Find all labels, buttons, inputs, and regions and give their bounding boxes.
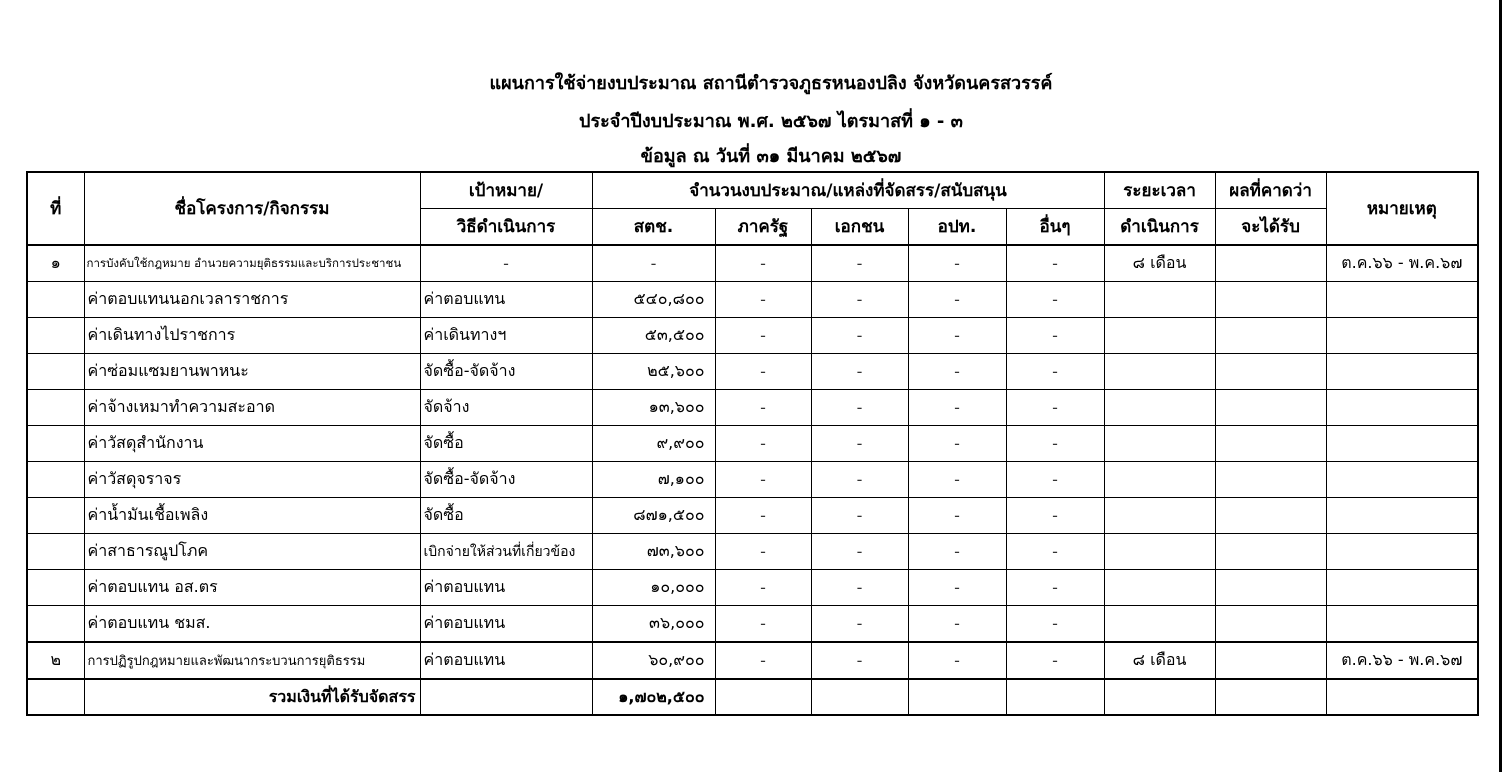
row-result bbox=[1215, 498, 1326, 534]
row-no bbox=[27, 498, 84, 534]
row-project: ค่าสาธารณูปโภค bbox=[84, 534, 420, 570]
col-header-target-line1: เป้าหมาย/ bbox=[420, 172, 592, 209]
total-empty-method bbox=[420, 679, 592, 715]
row-result bbox=[1215, 318, 1326, 354]
row-local: - bbox=[908, 534, 1006, 570]
row-gov: - bbox=[715, 642, 811, 679]
col-header-result-line2: จะได้รับ bbox=[1215, 209, 1326, 246]
row-gov: - bbox=[715, 318, 811, 354]
table-row bbox=[27, 354, 1478, 390]
row-result bbox=[1215, 642, 1326, 679]
row-result bbox=[1215, 390, 1326, 426]
row-local: - bbox=[908, 570, 1006, 606]
row-period bbox=[1104, 570, 1215, 606]
row-private: - bbox=[811, 570, 908, 606]
row-remark bbox=[1326, 282, 1478, 318]
row-other: - bbox=[1006, 462, 1104, 498]
row-other: - bbox=[1006, 426, 1104, 462]
row-period: ๘ เดือน bbox=[1104, 642, 1215, 679]
row-project: ค่าตอบแทน ชมส. bbox=[84, 606, 420, 643]
total-empty-local bbox=[908, 679, 1006, 715]
row-gov: - bbox=[715, 245, 811, 282]
row-result bbox=[1215, 354, 1326, 390]
row-no bbox=[27, 570, 84, 606]
row-local: - bbox=[908, 426, 1006, 462]
budget-table bbox=[26, 171, 1479, 716]
row-project: ค่าซ่อมแซมยานพาหนะ bbox=[84, 354, 420, 390]
row-stc: ๙,๙๐๐ bbox=[592, 426, 715, 462]
row-remark bbox=[1326, 462, 1478, 498]
col-header-target-line2: วิธีดำเนินการ bbox=[420, 209, 592, 246]
row-period bbox=[1104, 426, 1215, 462]
total-empty-result bbox=[1215, 679, 1326, 715]
table-row bbox=[27, 498, 1478, 534]
row-method: จัดซื้อ bbox=[420, 426, 592, 462]
row-other: - bbox=[1006, 570, 1104, 606]
row-result bbox=[1215, 606, 1326, 643]
total-empty-other bbox=[1006, 679, 1104, 715]
row-period bbox=[1104, 534, 1215, 570]
col-header-project: ชื่อโครงการ/กิจกรรม bbox=[84, 172, 420, 245]
row-no bbox=[27, 282, 84, 318]
row-gov: - bbox=[715, 462, 811, 498]
row-method: ค่าเดินทางฯ bbox=[420, 318, 592, 354]
row-other: - bbox=[1006, 282, 1104, 318]
row-private: - bbox=[811, 390, 908, 426]
col-header-remark: หมายเหตุ bbox=[1326, 172, 1478, 245]
row-method: - bbox=[420, 245, 592, 282]
row-method: จัดซื้อ bbox=[420, 498, 592, 534]
row-other: - bbox=[1006, 245, 1104, 282]
row-other: - bbox=[1006, 354, 1104, 390]
row-remark bbox=[1326, 534, 1478, 570]
col-header-no: ที่ bbox=[27, 172, 84, 245]
row-method: ค่าตอบแทน bbox=[420, 570, 592, 606]
row-no bbox=[27, 534, 84, 570]
row-private: - bbox=[811, 462, 908, 498]
row-no bbox=[27, 426, 84, 462]
row-method: จัดจ้าง bbox=[420, 390, 592, 426]
row-private: - bbox=[811, 498, 908, 534]
table-row bbox=[27, 390, 1478, 426]
row-no bbox=[27, 318, 84, 354]
row-project: การปฏิรูปกฎหมายและพัฒนากระบวนการยุติธรรม bbox=[84, 642, 420, 679]
row-project: ค่าเดินทางไปราชการ bbox=[84, 318, 420, 354]
row-remark: ต.ค.๖๖ - พ.ค.๖๗ bbox=[1326, 642, 1478, 679]
col-header-private: เอกชน bbox=[811, 209, 908, 246]
row-result bbox=[1215, 245, 1326, 282]
row-gov: - bbox=[715, 390, 811, 426]
row-stc: ๕๓,๕๐๐ bbox=[592, 318, 715, 354]
row-stc: ๗๓,๖๐๐ bbox=[592, 534, 715, 570]
row-local: - bbox=[908, 498, 1006, 534]
report-title: แผนการใช้จ่ายงบประมาณ สถานีตำรวจภูธรหนองปลิง จังหวัดนครสวรรค์ bbox=[489, 73, 1053, 94]
table-row bbox=[27, 534, 1478, 570]
table-row bbox=[27, 245, 1478, 282]
row-project: การบังคับใช้กฎหมาย อำนวยความยุติธรรมและบริการประชาชน bbox=[84, 245, 420, 282]
row-remark bbox=[1326, 390, 1478, 426]
row-other: - bbox=[1006, 606, 1104, 643]
row-gov: - bbox=[715, 426, 811, 462]
col-header-result-line1: ผลที่คาดว่า bbox=[1215, 172, 1326, 209]
row-gov: - bbox=[715, 606, 811, 643]
row-remark bbox=[1326, 570, 1478, 606]
col-header-period-line2: ดำเนินการ bbox=[1104, 209, 1215, 246]
row-local: - bbox=[908, 642, 1006, 679]
row-gov: - bbox=[715, 570, 811, 606]
row-other: - bbox=[1006, 390, 1104, 426]
row-project: ค่าวัสดุสำนักงาน bbox=[84, 426, 420, 462]
row-other: - bbox=[1006, 642, 1104, 679]
row-remark bbox=[1326, 318, 1478, 354]
row-no bbox=[27, 354, 84, 390]
total-empty-no bbox=[27, 679, 84, 715]
row-local: - bbox=[908, 354, 1006, 390]
row-gov: - bbox=[715, 354, 811, 390]
row-gov: - bbox=[715, 534, 811, 570]
total-stc: ๑,๗๐๒,๕๐๐ bbox=[592, 679, 715, 715]
total-label: รวมเงินที่ได้รับจัดสรร bbox=[84, 679, 420, 715]
row-project: ค่าวัสดุจราจร bbox=[84, 462, 420, 498]
row-method: เบิกจ่ายให้ส่วนที่เกี่ยวข้อง bbox=[420, 534, 592, 570]
row-project: ค่าน้ำมันเชื้อเพลิง bbox=[84, 498, 420, 534]
table-row bbox=[27, 426, 1478, 462]
row-gov: - bbox=[715, 498, 811, 534]
row-no bbox=[27, 606, 84, 643]
row-period bbox=[1104, 498, 1215, 534]
row-other: - bbox=[1006, 534, 1104, 570]
row-stc: ๑๐,๐๐๐ bbox=[592, 570, 715, 606]
row-local: - bbox=[908, 245, 1006, 282]
col-header-budget-group: จำนวนงบประมาณ/แหล่งที่จัดสรร/สนับสนุน bbox=[592, 172, 1104, 209]
row-no bbox=[27, 462, 84, 498]
row-period bbox=[1104, 354, 1215, 390]
row-remark bbox=[1326, 426, 1478, 462]
row-private: - bbox=[811, 426, 908, 462]
row-period bbox=[1104, 462, 1215, 498]
row-stc: ๒๕,๖๐๐ bbox=[592, 354, 715, 390]
row-method: ค่าตอบแทน bbox=[420, 606, 592, 643]
row-other: - bbox=[1006, 318, 1104, 354]
row-no bbox=[27, 390, 84, 426]
table-row bbox=[27, 570, 1478, 606]
row-period bbox=[1104, 606, 1215, 643]
row-local: - bbox=[908, 282, 1006, 318]
table-row bbox=[27, 318, 1478, 354]
row-result bbox=[1215, 570, 1326, 606]
row-private: - bbox=[811, 318, 908, 354]
total-row bbox=[27, 679, 1478, 715]
row-stc: ๑๓,๖๐๐ bbox=[592, 390, 715, 426]
row-private: - bbox=[811, 642, 908, 679]
row-project: ค่าจ้างเหมาทำความสะอาด bbox=[84, 390, 420, 426]
row-stc: ๕๔๐,๘๐๐ bbox=[592, 282, 715, 318]
row-period bbox=[1104, 390, 1215, 426]
row-private: - bbox=[811, 606, 908, 643]
row-remark bbox=[1326, 498, 1478, 534]
col-header-gov: ภาครัฐ bbox=[715, 209, 811, 246]
report-subtitle: ประจำปีงบประมาณ พ.ศ. ๒๕๖๗ ไตรมาสที่ ๑ - ๓ bbox=[579, 111, 963, 132]
row-local: - bbox=[908, 462, 1006, 498]
table-row bbox=[27, 282, 1478, 318]
row-stc: ๖๐,๙๐๐ bbox=[592, 642, 715, 679]
row-stc: ๓๖,๐๐๐ bbox=[592, 606, 715, 643]
total-empty-gov bbox=[715, 679, 811, 715]
row-result bbox=[1215, 282, 1326, 318]
row-private: - bbox=[811, 245, 908, 282]
row-remark: ต.ค.๖๖ - พ.ค.๖๗ bbox=[1326, 245, 1478, 282]
total-empty-private bbox=[811, 679, 908, 715]
table-row bbox=[27, 462, 1478, 498]
total-empty-remark bbox=[1326, 679, 1478, 715]
row-project: ค่าตอบแทนนอกเวลาราชการ bbox=[84, 282, 420, 318]
row-result bbox=[1215, 426, 1326, 462]
row-private: - bbox=[811, 354, 908, 390]
row-no: ๒ bbox=[27, 642, 84, 679]
row-method: ค่าตอบแทน bbox=[420, 642, 592, 679]
row-method: ค่าตอบแทน bbox=[420, 282, 592, 318]
table-row bbox=[27, 606, 1478, 643]
table-row bbox=[27, 642, 1478, 679]
row-stc: ๗,๑๐๐ bbox=[592, 462, 715, 498]
row-period bbox=[1104, 318, 1215, 354]
row-method: จัดซื้อ-จัดจ้าง bbox=[420, 354, 592, 390]
col-header-period-line1: ระยะเวลา bbox=[1104, 172, 1215, 209]
row-private: - bbox=[811, 282, 908, 318]
row-no: ๑ bbox=[27, 245, 84, 282]
row-local: - bbox=[908, 318, 1006, 354]
row-method: จัดซื้อ-จัดจ้าง bbox=[420, 462, 592, 498]
row-result bbox=[1215, 534, 1326, 570]
total-empty-period bbox=[1104, 679, 1215, 715]
row-other: - bbox=[1006, 498, 1104, 534]
row-result bbox=[1215, 462, 1326, 498]
row-stc: ๘๗๑,๕๐๐ bbox=[592, 498, 715, 534]
col-header-local: อปท. bbox=[908, 209, 1006, 246]
row-private: - bbox=[811, 534, 908, 570]
row-project: ค่าตอบแทน อส.ตร bbox=[84, 570, 420, 606]
row-remark bbox=[1326, 606, 1478, 643]
col-header-stc: สตช. bbox=[592, 209, 715, 246]
report-date: ข้อมูล ณ วันที่ ๓๑ มีนาคม ๒๕๖๗ bbox=[640, 146, 902, 167]
row-period: ๘ เดือน bbox=[1104, 245, 1215, 282]
row-local: - bbox=[908, 390, 1006, 426]
row-gov: - bbox=[715, 282, 811, 318]
col-header-other: อื่นๆ bbox=[1006, 209, 1104, 246]
row-remark bbox=[1326, 354, 1478, 390]
row-local: - bbox=[908, 606, 1006, 643]
row-period bbox=[1104, 282, 1215, 318]
row-stc: - bbox=[592, 245, 715, 282]
